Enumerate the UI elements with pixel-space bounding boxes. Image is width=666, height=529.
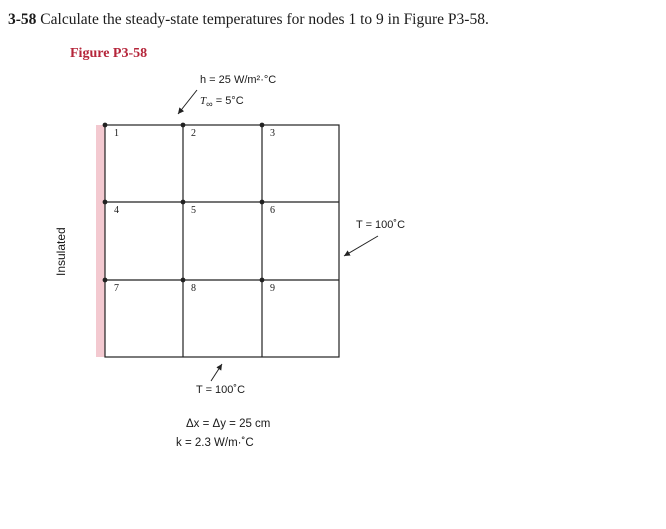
node-9-dot — [260, 278, 265, 283]
node-label: 7 — [114, 283, 119, 294]
problem-number: 3-58 — [8, 11, 37, 28]
problem-text: Calculate the steady-state temperatures for nodes 1 to 9 in Figure P3-58. — [40, 11, 489, 28]
insulated-label: Insulated — [54, 227, 68, 276]
node-label: 2 — [191, 128, 196, 139]
right-boundary-temperature-label: T = 100˚C — [356, 219, 406, 231]
grid-outline — [105, 125, 339, 357]
tinf-value: = 5°C — [212, 95, 244, 107]
tinf-symbol: T — [200, 95, 207, 107]
tinf-subscript: ∞ — [206, 99, 213, 110]
node-label: 8 — [191, 283, 196, 294]
node-5-dot — [181, 200, 186, 205]
node-label: 6 — [270, 205, 275, 216]
right-boundary-arrow — [344, 236, 378, 256]
node-4-dot — [103, 200, 108, 205]
node-8-dot — [181, 278, 186, 283]
node-7-dot — [103, 278, 108, 283]
node-2-dot — [181, 123, 186, 128]
ambient-temperature-label — [200, 95, 244, 109]
node-label: 5 — [191, 205, 196, 216]
node-6-dot — [260, 200, 265, 205]
node-label: 3 — [270, 128, 275, 139]
convection-coefficient-label: h = 25 W/m²·°C — [200, 74, 277, 86]
bottom-boundary-arrow — [211, 364, 222, 381]
bottom-boundary-temperature-label: T = 100˚C — [196, 384, 246, 396]
thermal-conductivity-label: k = 2.3 W/m·˚C — [176, 437, 254, 449]
node-label: 9 — [270, 283, 275, 294]
node-label: 4 — [114, 205, 119, 216]
grid-spacing-label: Δx = Δy = 25 cm — [186, 418, 271, 430]
node-1-dot — [103, 123, 108, 128]
node-label: 1 — [114, 128, 119, 139]
node-3-dot — [260, 123, 265, 128]
insulated-boundary — [96, 125, 105, 357]
top-boundary-arrow — [178, 90, 197, 114]
figure-title: Figure P3-58 — [70, 46, 148, 61]
